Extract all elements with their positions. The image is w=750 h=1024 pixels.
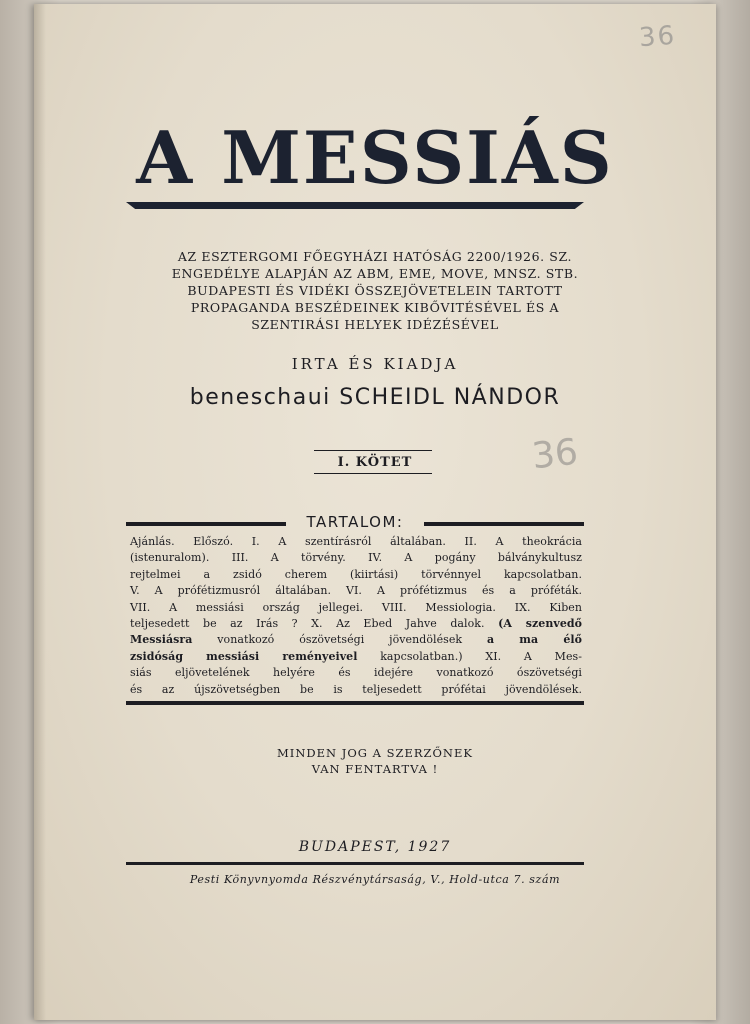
contents-heading-row — [126, 513, 584, 535]
contents-line: (istenuralom). III. A törvény. IV. A pogány bálványkultusz — [130, 551, 582, 565]
volume-rule-bottom — [314, 473, 432, 474]
contents-line: Ajánlás. Előszó. I. A szentírásról általában. II. A theokrácia — [130, 535, 582, 548]
contents-rule-left — [126, 522, 286, 526]
contents-line — [130, 649, 582, 665]
author-name: SCHEIDL NÁNDOR — [339, 385, 561, 410]
author — [34, 385, 716, 410]
contents-line: rejtelmei a zsidó cherem (kiirtási) törvénnyel kapcsolatban. — [130, 567, 582, 581]
pencil-annotation-middle: 36 — [529, 431, 580, 478]
copyright-line: VAN FENTARTVA ! — [311, 762, 439, 776]
contents-line: VII. A messiási ország jellegei. VIII. Messiologia. IX. Kiben — [130, 600, 582, 614]
subtitle-line: AZ ESZTERGOMI FŐEGYHÁZI HATÓSÁG 2200/1926. SZ. — [177, 249, 573, 264]
copyright-notice — [34, 745, 716, 777]
contents-bottom-rule — [126, 701, 584, 705]
title-underline — [126, 202, 584, 209]
book-title: A MESSIÁS — [136, 115, 614, 200]
contents-text: kapcsolatban.) XI. A Mes- — [380, 649, 582, 663]
volume-label: I. KÖTET — [337, 455, 413, 470]
place-and-year: BUDAPEST, 1927 — [298, 839, 452, 855]
contents-heading: TARTALOM: — [306, 513, 404, 531]
contents-text: vonatkozó ószövetségi jövendölések — [217, 633, 463, 647]
book-cover-page — [34, 4, 716, 1020]
subtitle-line: BUDAPESTI ÉS VIDÉKI ÖSSZEJÖVETELEIN TARTOTT — [187, 283, 563, 298]
author-prefix: beneschaui — [189, 385, 331, 410]
subtitle-block — [34, 248, 716, 333]
contents-line: V. A prófétizmusról általában. VI. A prófétizmus és a próféták. — [130, 584, 582, 598]
pencil-annotation-corner: 36 — [637, 20, 678, 54]
subtitle-line: ENGEDÉLYE ALAPJÁN AZ ABM, EME, MOVE, MNSZ. STB. — [171, 266, 579, 281]
contents-line: és az újszövetségben be is teljesedett prófétai jövendölések. — [130, 682, 582, 696]
copyright-line: MINDEN JOG A SZERZŐNEK — [277, 746, 473, 760]
table-of-contents — [130, 534, 582, 698]
contents-bold-text: (A szenvedő — [498, 617, 583, 631]
subtitle-line: PROPAGANDA BESZÉDEINEK KIBŐVITÉSÉVEL ÉS A — [190, 300, 560, 315]
subtitle-line: SZENTIRÁSI HELYEK IDÉZÉSÉVEL — [251, 317, 499, 332]
byline: IRTA ÉS KIADJA — [291, 355, 459, 373]
imprint-rule — [126, 862, 584, 865]
contents-text: teljesedett be az Irás ? X. Az Ebed Jahve dalok. — [130, 617, 485, 631]
contents-bold-text: zsidóság messiási reményeivel — [130, 649, 358, 663]
contents-line: siás eljövetelének helyére és idejére vonatkozó ószövetségi — [130, 666, 582, 680]
printer-imprint: Pesti Könyvnyomda Részvénytársaság, V., Hold-utca 7. szám — [189, 873, 561, 886]
contents-line — [130, 632, 582, 648]
contents-bold-text: a ma élő — [486, 633, 583, 647]
contents-line — [130, 616, 582, 632]
contents-rule-right — [424, 522, 584, 526]
volume-rule-top — [314, 450, 432, 451]
contents-bold-text: Messiásra — [130, 633, 193, 647]
